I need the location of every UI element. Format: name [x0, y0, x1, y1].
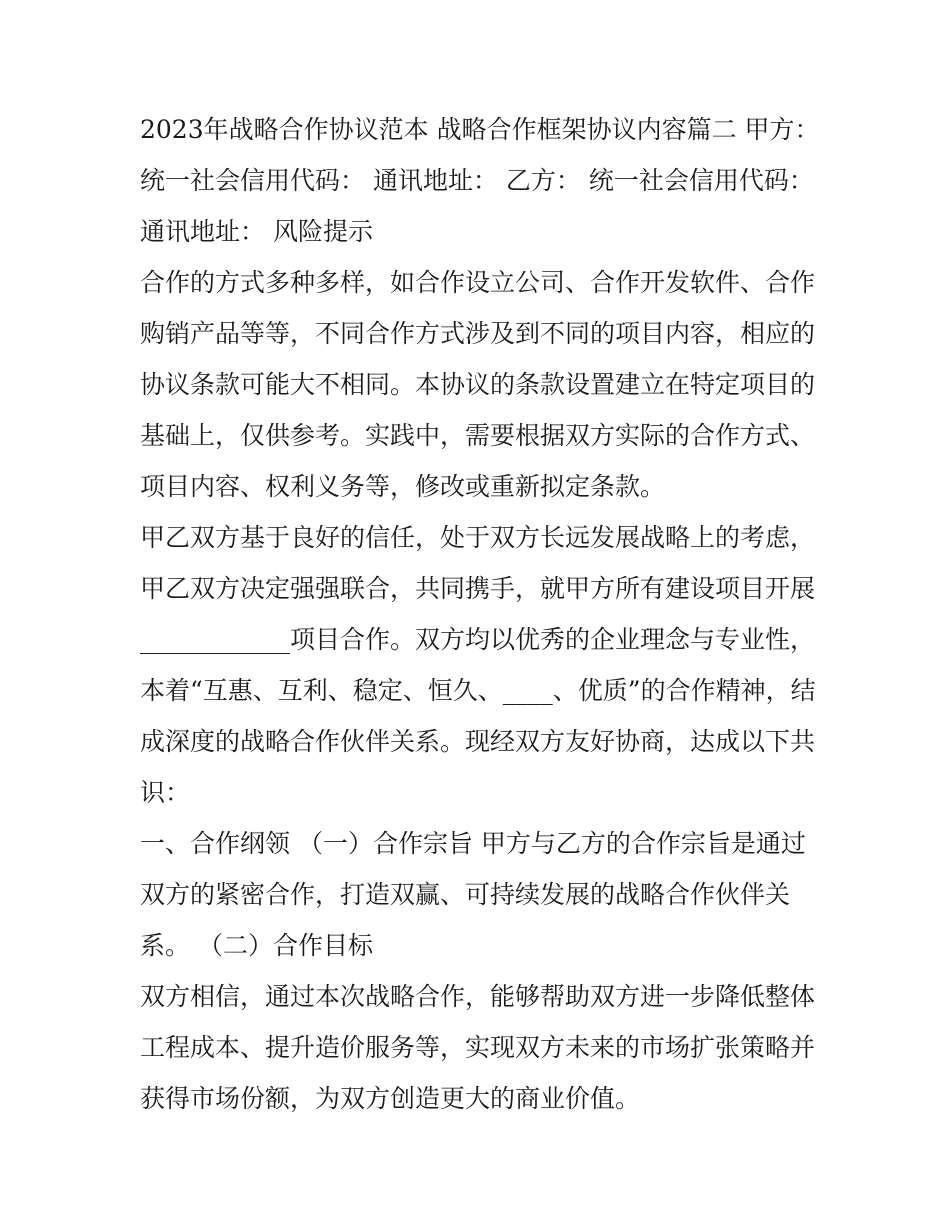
paragraph-header: 2023年战略合作协议范本 战略合作框架协议内容篇二 甲方： 统一社会信用代码： 通讯地址： 乙方： 统一社会信用代码： 通讯地址： 风险提示: [140, 115, 820, 246]
paragraph-cooperation-goals: 双方相信，通过本次战略合作，能够帮助双方进一步降低整体工程成本、提升造价服务等，实现双方未来的市场扩张策略并获得市场份额，为双方创造更大的商业价值。: [140, 982, 816, 1113]
document-body: [140, 104, 820, 1124]
paragraph-risk-notice: 合作的方式多种多样，如合作设立公司、合作开发软件、合作购销产品等等，不同合作方式涉及到不同的项目内容，相应的协议条款可能大不相同。本协议的条款设置建立在特定项目的基础上，仅供参考。实践中，需要根据双方实际的合作方式、项目内容、权利义务等，修改或重新拟定条款。: [140, 268, 816, 501]
paragraph-cooperation-principles: 一、合作纲领 （一）合作宗旨 甲方与乙方的合作宗旨是通过双方的紧密合作，打造双赢、可持续发展的战略合作伙伴关系。 （二）合作目标: [140, 829, 806, 960]
paragraph-preamble: 甲乙双方基于良好的信任，处于双方长远发展战略上的考虑，甲乙双方决定强强联合，共同携手，就甲方所有建设项目开展____________项目合作。双方均以优秀的企业理念与专业性，本着“互惠、互利、稳定、恒久、____、优质”的合作精神，结成深度的战略合作伙伴关系。现经双方友好协商，达成以下共识：: [140, 523, 816, 807]
